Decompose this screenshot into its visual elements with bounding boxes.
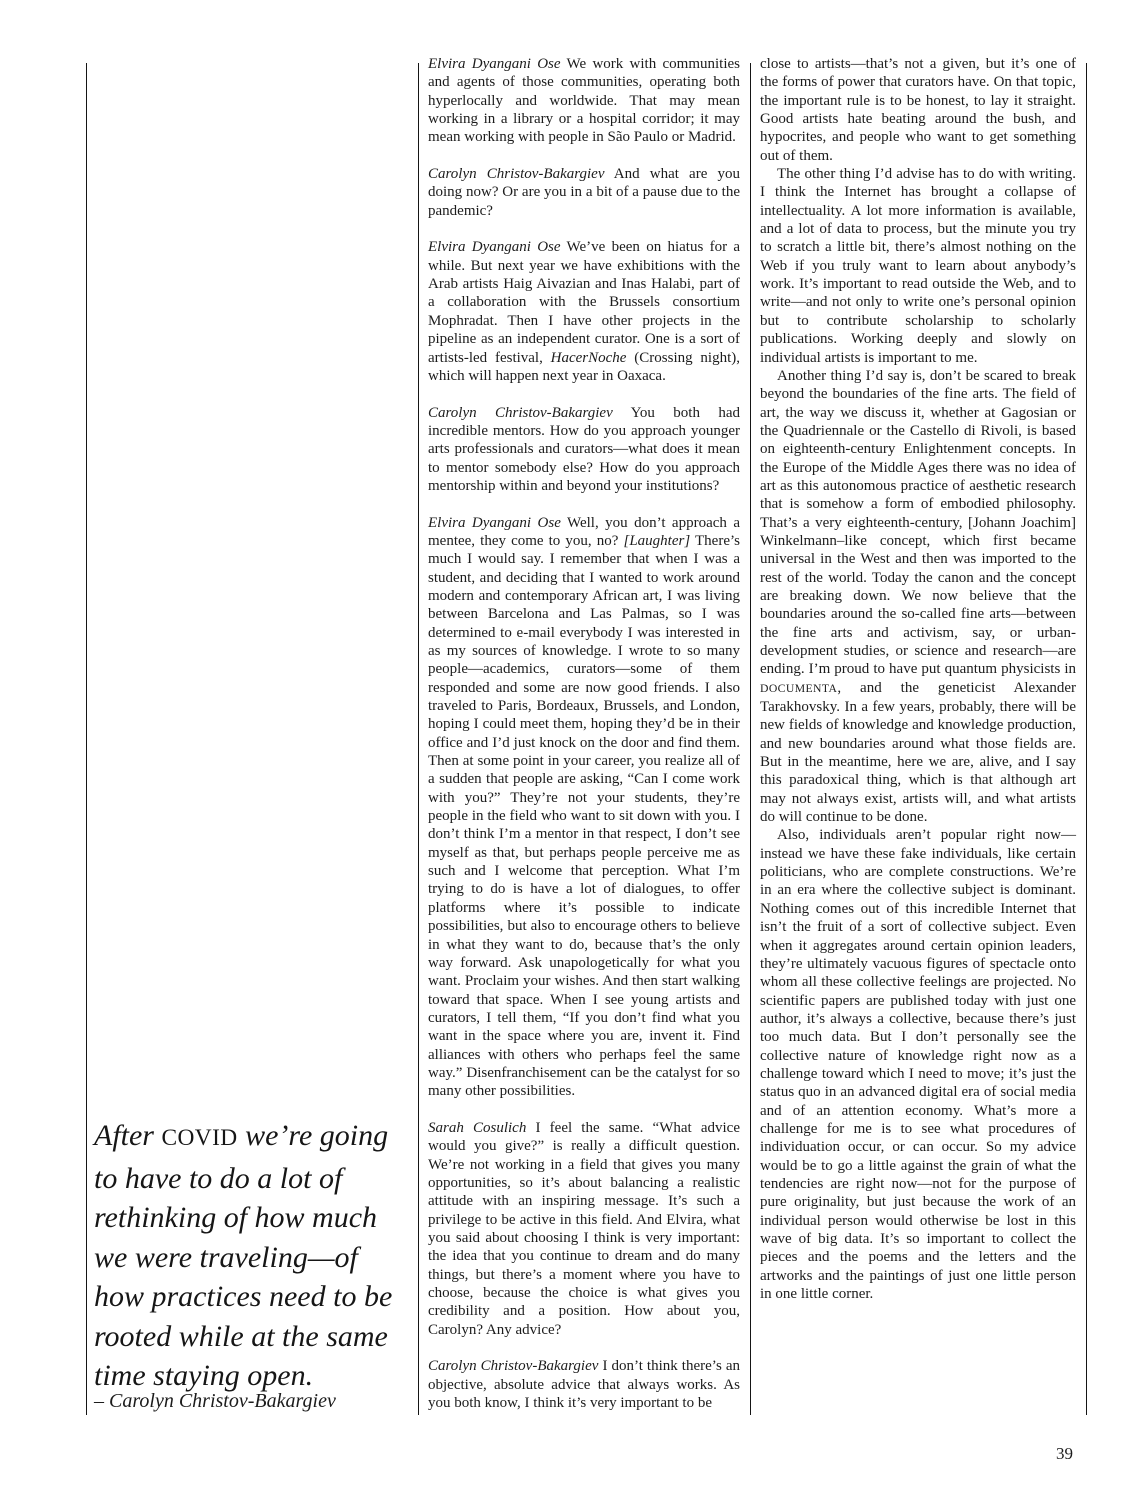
speaker-name: Elvira Dyangani Ose bbox=[428, 56, 561, 72]
pull-quote-line: time staying open. bbox=[94, 1359, 314, 1392]
interview-paragraph: Sarah Cosulich I feel the same. “What advice would you give?” is really a difficult question. We’re not working in a field that gives you many opportunities, so it’s about balancing a realistic attitude with an inspiring message. It’s such a privilege to be active in this field. And Elvira, what you said about choosing I think is very important: the idea that you continue to dream and do many things, but there’s a moment where you have to choose, because the choice is what gives you credibility and a position. How about you, Carolyn? Any advice? bbox=[428, 1119, 740, 1338]
column-right bbox=[760, 55, 1076, 1303]
interview-paragraph: Carolyn Christov-Bakargiev And what are you doing now? Or are you in a bit of a pause due to the pandemic? bbox=[428, 166, 740, 219]
column-middle bbox=[428, 55, 740, 1431]
pull-quote bbox=[94, 1116, 392, 1396]
body-paragraph: Another thing I’d say is, don’t be scared to break beyond the boundaries of the fine arts. The field of art, the way we discuss it, whether at Gagosian or the Quadriennale or the Castello di Rivoli, is based on eighteenth-century Enlightenment concepts. In the Europe of the Middle Ages there was no idea of art as this autonomous practice of aesthetic research that is somehow a form of embodied philosophy. That’s a very eighteenth-century, [Johann Joachim] Winkelmann–like concept, which first became universal in the West and then was imported to the rest of the world. Today the canon and the concept are breaking down. We now believe that the boundaries around the so-called fine arts—between the fine arts and activism, say, or urban-development studies, or science and research—are ending. I’m proud to have put quantum physicists in DOCUMENTA, and the geneticist Alexander Tarakhovsky. In a few years, probably, there will be new fields of knowledge and knowledge production, and new boundaries around what those fields are. But in the meantime, here we are, alive, and I say this paradoxical thing, which is that although art may not always exist, artists will, and what artists do will continue to be done. bbox=[760, 367, 1076, 826]
speaker-name: Carolyn Christov-Bakargiev bbox=[428, 166, 605, 183]
interview-paragraph: Elvira Dyangani Ose We’ve been on hiatus for a while. But next year we have exhibitions with the Arab artists Haig Aivazian and Inas Halabi, part of a collaboration with the Brussels consortium Mophradat. Then I have other projects in the pipeline as an independent curator. One is a sort of artists-led festival, HacerNoche (Crossing night), which will happen next year in Oaxaca. bbox=[428, 239, 741, 384]
interview-paragraph: Elvira Dyangani Ose Well, you don’t approach a mentee, they come to you, no? [Laughter] There’s much I would say. I remember that when I was a student, and deciding that I wanted to work around modern and contemporary African art, I was living between Barcelona and Las Palmas, so I was determined to e-mail everybody I was interested in as my sources of knowledge. I wrote to so many people—academics, curators—some of them responded and some are now good friends. I also traveled to Paris, Bordeaux, Brussels, and London, hoping I could meet them, hoping they’d be in their office and I’d just knock on the door and find them. Then at some point in your career, you realize all of a sudden that people are asking, “Can I come work with you?” They’re not your students, they’re people in the field who want to sit down with you. I don’t think I’m a mentor in that respect, I don’t see myself as that, but perhaps people perceive me as such and I welcome that perception. What I’m trying to do is have a lot of dialogues, to offer platforms where it’s possible to indicate possibilities, but also to encourage others to believe in what they want to do, because that’s the only way forward. Ask unapologetically for what you want. Proclaim your wishes. And then start walking toward that space. When I see young artists and curators, I tell them, “If you don’t find what you want in the space where you are, invent it. Find alliances with others who perhaps feel the same way.” Disenfranchisement can be the catalyst for so many other possibilities. bbox=[428, 514, 740, 1100]
speaker-name: Carolyn Christov-Bakargiev bbox=[428, 404, 613, 421]
pull-quote-line: we were traveling—of bbox=[94, 1240, 358, 1274]
speaker-name: Elvira Dyangani Ose bbox=[428, 514, 561, 531]
pull-quote-line: After COVID we’re going bbox=[94, 1119, 389, 1152]
pull-quote-attribution: – Carolyn Christov-Bakargiev bbox=[94, 1390, 336, 1412]
speaker-name: Carolyn Christov-Bakargiev bbox=[428, 1358, 599, 1375]
vertical-rule-left bbox=[86, 63, 87, 1415]
page-number: 39 bbox=[1056, 1444, 1073, 1463]
pull-quote-line: rethinking of how much bbox=[94, 1201, 378, 1234]
body-paragraph: close to artists—that’s not a given, but it’s one of the forms of power that curators have. On that topic, the important rule is to be honest, to lay it straight. Good artists hate beating around the bush, and hypocrites, and people who want to get something out of them. bbox=[760, 56, 1076, 164]
interview-paragraph: Carolyn Christov-Bakargiev You both had incredible mentors. How do you approach younger arts professionals and curators—what does it mean to mentor somebody else? How do you approach mentorship within and beyond your institutions? bbox=[428, 404, 740, 494]
interview-paragraph: Carolyn Christov-Bakargiev I don’t think there’s an objective, absolute advice that always works. As you both know, I think it’s very important to be bbox=[428, 1358, 740, 1412]
pull-quote-line: to have to do a lot of bbox=[94, 1161, 343, 1195]
interview-paragraph: Elvira Dyangani Ose We work with communities and agents of those communities, operating both hyperlocally and worldwide. That may mean working in a library or a hospital corridor; it may mean working with people in São Paulo or Madrid. bbox=[428, 56, 740, 146]
pull-quote-line: how practices need to be bbox=[94, 1280, 393, 1313]
speaker-name: Sarah Cosulich bbox=[428, 1119, 527, 1136]
speaker-name: Elvira Dyangani Ose bbox=[428, 239, 561, 256]
vertical-rule-middle-left bbox=[418, 63, 419, 1415]
pull-quote-line: rooted while at the same bbox=[94, 1319, 388, 1353]
vertical-rule-right bbox=[1086, 63, 1087, 1415]
body-paragraph: The other thing I’d advise has to do with writing. I think the Internet has brought a collapse of intellectuality. A lot more information is available, and a lot of data to process, but the minute you try to scratch a little bit, there’s almost nothing on the Web if you truly want to learn about anybody’s work. It’s important to read outside the Web, and to write—and not only to write one’s personal opinion but to contribute scholarship to scholarly publications. Working deeply and slowly on individual artists is important to me. bbox=[760, 166, 1076, 366]
vertical-rule-column-divider bbox=[750, 63, 751, 1415]
body-paragraph: Also, individuals aren’t popular right now—instead we have these fake individuals, like certain politicians, who are complete constructions. We’re in an era where the collective subject is dominant. Nothing comes out of this incredible Internet that isn’t the fruit of a sort of collective subject. Even when it aggregates around certain opinion leaders, they’re ultimately vacuous figures of spectacle onto whom all these collective feelings are projected. No scientific papers are published today with just one author, it’s always a collective, because there’s just too much data. But I don’t personally see the collective nature of knowledge right now as a challenge toward which I need to move; it’s just the status quo in an advanced digital era of social media and of an attention economy. What’s more a challenge for me is to see what procedures of individuation occur, or can occur. So my advice would be to go a little against the grain of what the tendencies are right now—not for the purpose of pure originality, but just because the work of an individual person would otherwise be lost in this wave of big data. It’s so important to collect the pieces and the poems and the letters and the artworks and the paintings of just one little person in one little corner. bbox=[760, 827, 1076, 1303]
